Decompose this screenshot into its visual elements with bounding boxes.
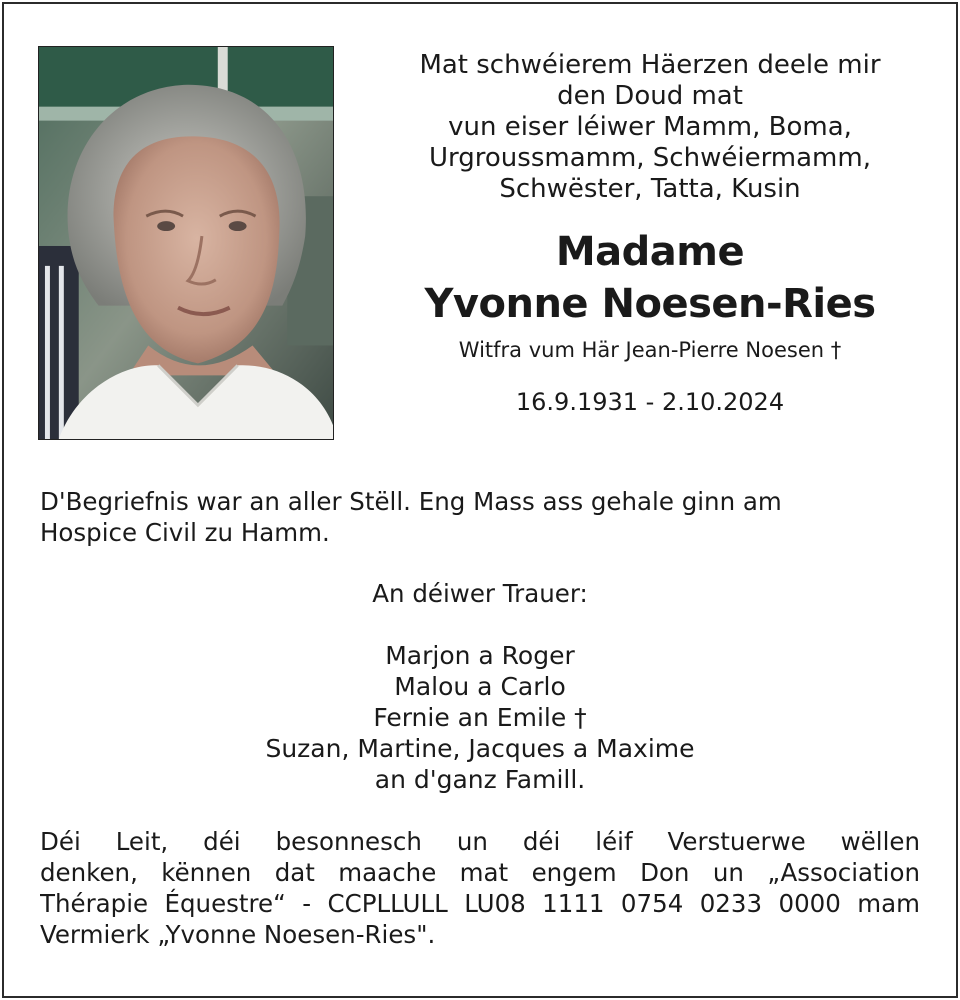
life-dates: 16.9.1931 - 2.10.2024 [515, 388, 785, 416]
family-member: Suzan, Martine, Jacques a Maxime [265, 734, 695, 763]
family-list [40, 640, 920, 795]
portrait-photo [38, 46, 334, 440]
burial-text [40, 486, 920, 548]
donation-line: Déi Leit, déi besonnesch un déi léif Verstuerwe wëllen [40, 827, 920, 856]
burial-line: Hospice Civil zu Hamm. [40, 518, 330, 547]
donation-line: Thérapie Équestre“ - CCPLLULL LU08 1111 0754 0233 0000 mam [40, 889, 920, 918]
intro-line: vun eiser léiwer Mamm, Boma, [448, 112, 852, 142]
intro-line: den Doud mat [557, 81, 743, 111]
family-member: Marjon a Roger [385, 641, 575, 670]
donation-text [40, 826, 920, 950]
deceased-name [372, 226, 928, 330]
family-member: Malou a Carlo [394, 672, 566, 701]
intro-line: Schwëster, Tatta, Kusin [499, 174, 801, 204]
intro-line: Mat schwéierem Häerzen deele mir [419, 50, 881, 80]
mourning-heading: An déiwer Trauer: [372, 579, 588, 608]
family-member: Fernie an Emile † [373, 703, 587, 732]
name-title: Madame [555, 229, 745, 275]
family-member: an d'ganz Famill. [374, 765, 586, 794]
donation-line: Vermierk „Yvonne Noesen-Ries". [40, 920, 436, 949]
donation-line: denken, kënnen dat maache mat engem Don un „Association [40, 858, 920, 887]
name-full: Yvonne Noesen-Ries [424, 281, 876, 327]
intro-text [372, 50, 928, 205]
burial-line: D'Begriefnis war an aller Stëll. Eng Mass ass gehale ginn am [40, 487, 782, 516]
portrait-image [39, 47, 333, 439]
widow-text: Witfra vum Här Jean-Pierre Noesen † [458, 338, 842, 362]
intro-line: Urgroussmamm, Schwéiermamm, [429, 143, 871, 173]
